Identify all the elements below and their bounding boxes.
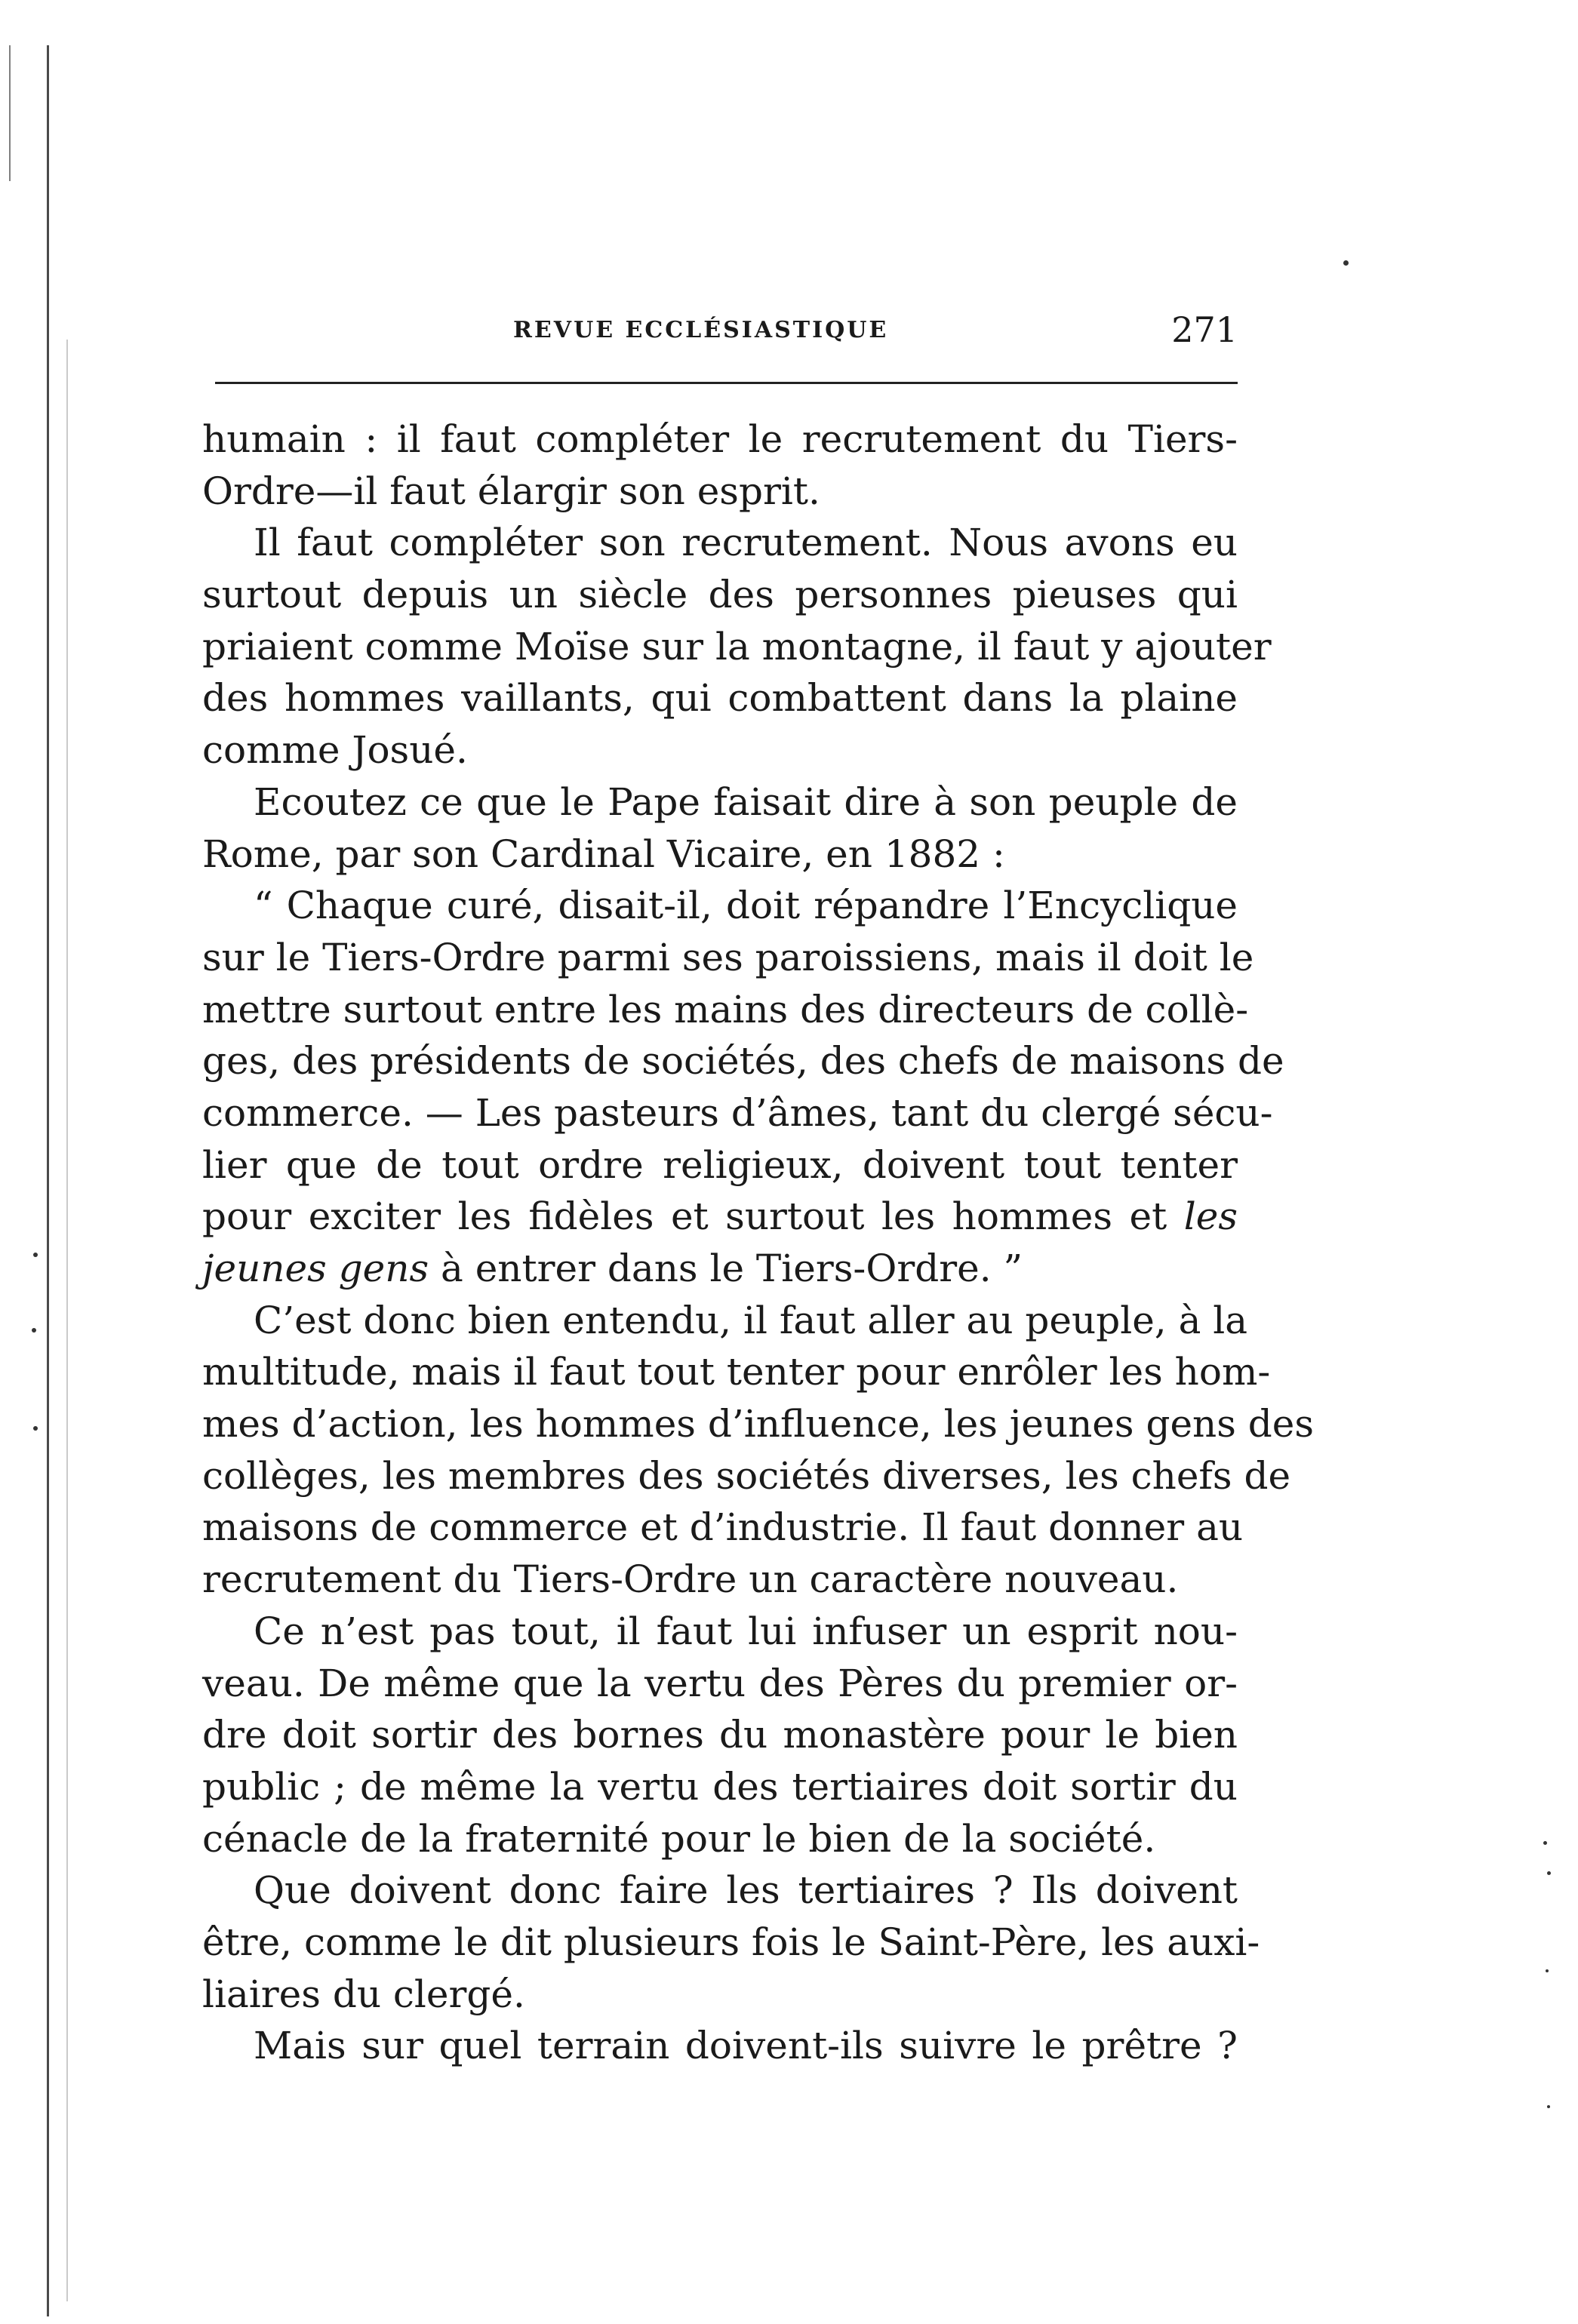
text-line: Rome, par son Cardinal Vicaire, en 1882 : <box>202 832 1005 876</box>
text-line: Ecoutez ce que le Pape faisait dire à son peuple de <box>254 779 1238 824</box>
text-line: priaient comme Moïse sur la montagne, il faut y ajouter <box>202 624 1272 669</box>
text-line: des hommes vaillants, qui combattent dans la plaine <box>202 676 1238 721</box>
text-line: Mais sur quel terrain doivent-ils suivre le prêtre ? <box>254 2024 1238 2068</box>
text-line: recrutement du Tiers-Ordre un caractère nouveau. <box>202 1557 1179 1602</box>
text-line: surtout depuis un siècle des personnes pieuses qui <box>202 573 1238 617</box>
text-line: public ; de même la vertu des tertiaires doit sortir du <box>202 1764 1238 1809</box>
text-line: ges, des présidents de sociétés, des chefs de maisons de <box>202 1039 1284 1084</box>
text-line <box>202 1191 1238 1243</box>
text-line: mettre surtout entre les mains des directeurs de collè- <box>202 987 1249 1031</box>
text-line: dre doit sortir des bornes du monastère pour le bien <box>202 1713 1238 1757</box>
text-line: “ Chaque curé, disait-il, doit répandre l’Encyclique <box>254 884 1238 928</box>
text-line <box>202 1243 1238 1295</box>
running-title: REVUE ECCLÉSIASTIQUE <box>513 317 889 343</box>
speck <box>1547 2105 1550 2108</box>
text-line: C’est donc bien entendu, il faut aller au peuple, à la <box>254 1298 1248 1342</box>
text-line: multitude, mais il faut tout tenter pour enrôler les hom- <box>202 1350 1271 1394</box>
running-header <box>204 309 1238 355</box>
scan-edge-mark <box>9 45 11 181</box>
text-line: Ordre—il faut élargir son esprit. <box>202 469 820 513</box>
speck <box>32 1328 36 1333</box>
italic-run: les <box>1183 1194 1238 1239</box>
binding-edge <box>47 45 49 2316</box>
body-text <box>202 413 1315 2072</box>
text-line: sur le Tiers-Ordre parmi ses paroissiens, mais il doit le <box>202 935 1254 979</box>
page-number: 271 <box>1171 309 1238 350</box>
text-line: Que doivent donc faire les tertiaires ? Ils doivent <box>254 1868 1238 1913</box>
text-line: maisons de commerce et d’industrie. Il faut donner au <box>202 1505 1244 1550</box>
text-line: commerce. — Les pasteurs d’âmes, tant du clergé sécu- <box>202 1090 1273 1135</box>
speck <box>1546 1969 1549 1972</box>
text-line: Il faut compléter son recrutement. Nous avons eu <box>254 521 1238 565</box>
text-line: lier que de tout ordre religieux, doivent tout tenter <box>202 1142 1238 1187</box>
scan-edge-shadow <box>66 340 68 2301</box>
text-line: humain : il faut compléter le recrutement du Tiers- <box>202 417 1238 461</box>
text-line: mes d’action, les hommes d’influence, les jeunes gens des <box>202 1402 1315 1446</box>
text-line: Ce n’est pas tout, il faut lui infuser un esprit nou- <box>254 1609 1238 1653</box>
speck <box>33 1253 38 1257</box>
text-line: liaires du clergé. <box>202 1972 525 2016</box>
header-rule <box>215 382 1238 384</box>
text-line: collèges, les membres des sociétés diverses, les chefs de <box>202 1453 1291 1498</box>
italic-run: jeunes gens <box>202 1247 429 1290</box>
speck <box>1343 260 1349 266</box>
text-run: pour exciter les fidèles et surtout les hommes et <box>202 1194 1167 1239</box>
text-line: veau. De même que la vertu des Pères du premier or- <box>202 1661 1238 1705</box>
text-line: cénacle de la fraternité pour le bien de la société. <box>202 1816 1156 1861</box>
text-run: à entrer dans le Tiers-Ordre. ” <box>441 1247 1023 1290</box>
speck <box>1547 1871 1551 1875</box>
speck <box>33 1426 38 1431</box>
text-line: comme Josué. <box>202 728 468 773</box>
text-line: être, comme le dit plusieurs fois le Saint-Père, les auxi- <box>202 1920 1260 1964</box>
speck <box>1543 1841 1547 1845</box>
